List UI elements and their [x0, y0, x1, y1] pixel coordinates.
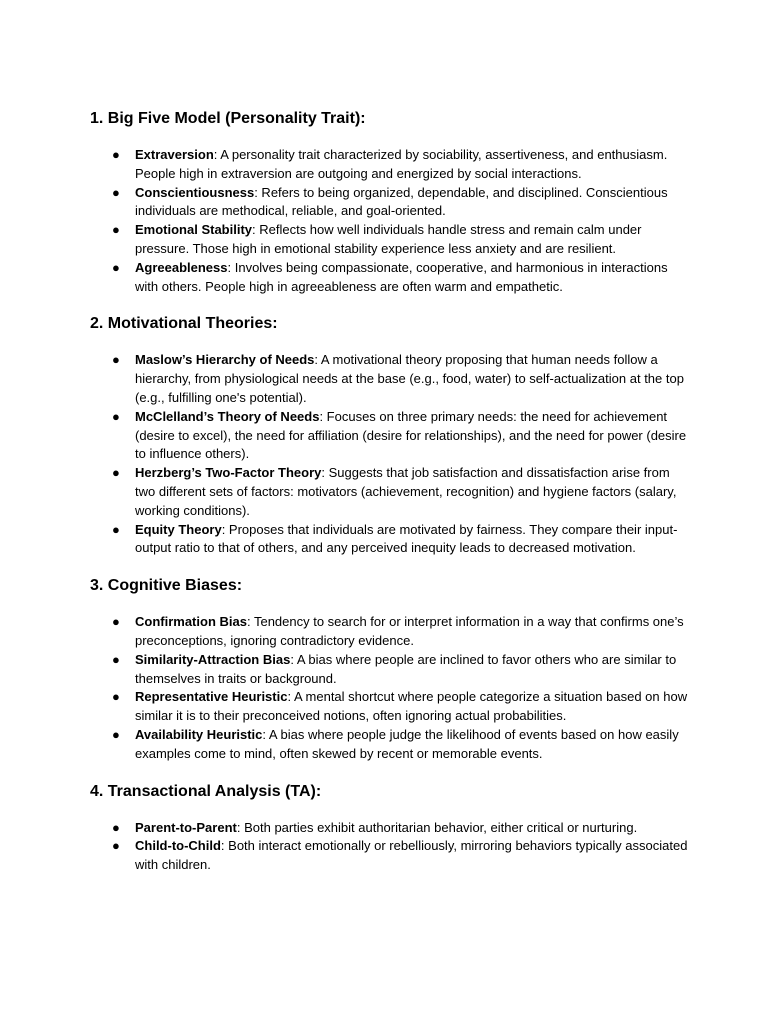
section-title: 2. Motivational Theories:: [90, 315, 278, 333]
item-text: : A motivational theory proposing that human needs follow a hierarchy, from physiological needs at the base (e.g., food, water) to self-actualization at the top (e.g., fulfilling one's potential).: [135, 352, 684, 405]
bullet-icon: ●: [112, 408, 120, 424]
bullet-icon: ●: [112, 352, 120, 368]
item-term: Herzberg’s Two-Factor Theory: [135, 465, 322, 481]
document-page: [90, 108, 690, 892]
list-item: [90, 464, 690, 520]
item-text: : Both parties exhibit authoritarian behavior, either critical or nurturing.: [236, 819, 638, 835]
list-item: [90, 408, 690, 464]
item-term: McClelland’s Theory of Needs: [135, 408, 320, 424]
item-term: Similarity-Attraction Bias: [135, 651, 291, 667]
item-term: Agreeableness: [135, 259, 228, 275]
bullet-icon: ●: [112, 465, 120, 481]
bullet-list: [90, 613, 690, 763]
list-item: [90, 651, 690, 689]
bullet-icon: ●: [112, 689, 120, 705]
item-term: Maslow’s Hierarchy of Needs: [135, 352, 315, 368]
item-text: : A mental shortcut where people categorize a situation based on how similar it is to their preconceived notions, often ignoring actual probabilities.: [135, 689, 688, 724]
item-text: : Proposes that individuals are motivated by fairness. They compare their input-output ratio to that of others, and any perceived inequity leads to decreased motivation.: [135, 521, 678, 556]
item-text: : Reflects how well individuals handle stress and remain calm under pressure. Those high in emotional stability experience less anxiety and are resilient.: [135, 222, 642, 256]
section-cognitive-biases: [90, 575, 690, 763]
item-text: : A bias where people are inclined to favor others who are similar to themselves in traits or background.: [135, 651, 677, 686]
item-text: : Tendency to search for or interpret information in a way that confirms one’s preconceptions, ignoring contradictory evidence.: [135, 614, 684, 648]
section-title: 4. Transactional Analysis (TA):: [90, 782, 322, 800]
bullet-icon: ●: [112, 147, 120, 162]
item-term: Conscientiousness: [135, 184, 255, 200]
section-transactional-analysis: [90, 781, 690, 875]
item-term: Parent-to-Parent: [135, 819, 237, 835]
list-item: [90, 146, 690, 184]
list-item: [90, 837, 690, 875]
item-term: Availability Heuristic: [135, 726, 263, 742]
list-item: [90, 688, 690, 726]
section-motivational-theories: [90, 313, 690, 558]
item-text: : Focuses on three primary needs: the need for achievement (desire to excel), the need for affiliation (desire for relationships), and the need for power (desire to influence others).: [135, 408, 687, 462]
section-title: 1. Big Five Model (Personality Trait):: [90, 110, 366, 127]
bullet-list: [90, 146, 690, 296]
bullet-icon: ●: [112, 222, 120, 238]
item-text: : Both interact emotionally or rebelliously, mirroring behaviors typically associated with children.: [135, 838, 688, 873]
bullet-icon: ●: [112, 184, 120, 200]
bullet-list: [90, 819, 690, 875]
item-text: : A personality trait characterized by sociability, assertiveness, and enthusiasm. People high in extraversion are outgoing and energized by social interactions.: [135, 147, 668, 181]
bullet-icon: ●: [112, 726, 120, 742]
bullet-icon: ●: [112, 819, 120, 835]
bullet-icon: ●: [112, 838, 120, 854]
item-term: Extraversion: [135, 147, 214, 162]
list-item: [90, 259, 690, 297]
item-text: : A bias where people judge the likelihood of events based on how easily examples come to mind, often skewed by recent or memorable events.: [135, 726, 679, 761]
item-term: Confirmation Bias: [135, 614, 247, 630]
section-title: 3. Cognitive Biases:: [90, 577, 243, 595]
list-item: [90, 521, 690, 559]
bullet-icon: ●: [112, 614, 120, 630]
list-item: [90, 726, 690, 764]
item-term: Representative Heuristic: [135, 689, 288, 705]
bullet-icon: ●: [112, 651, 120, 667]
bullet-icon: ●: [112, 521, 120, 537]
item-term: Emotional Stability: [135, 222, 253, 238]
list-item: [90, 184, 690, 222]
bullet-list: [90, 351, 690, 558]
section-big-five: [90, 108, 690, 296]
item-text: : Involves being compassionate, cooperative, and harmonious in interactions with others. People high in agreeableness are often warm and empathetic.: [135, 259, 668, 294]
item-term: Equity Theory: [135, 521, 222, 537]
item-term: Child-to-Child: [135, 838, 221, 854]
list-item: [90, 221, 690, 259]
bullet-icon: ●: [112, 259, 120, 275]
item-text: : Refers to being organized, dependable, and disciplined. Conscientious individuals are methodical, reliable, and goal-oriented.: [135, 184, 668, 219]
list-item: [90, 819, 690, 838]
list-item: [90, 613, 690, 651]
item-text: : Suggests that job satisfaction and dissatisfaction arise from two different sets of factors: motivators (achievement, recognition) and hygiene factors (salary, working conditions).: [135, 465, 677, 518]
list-item: [90, 351, 690, 407]
